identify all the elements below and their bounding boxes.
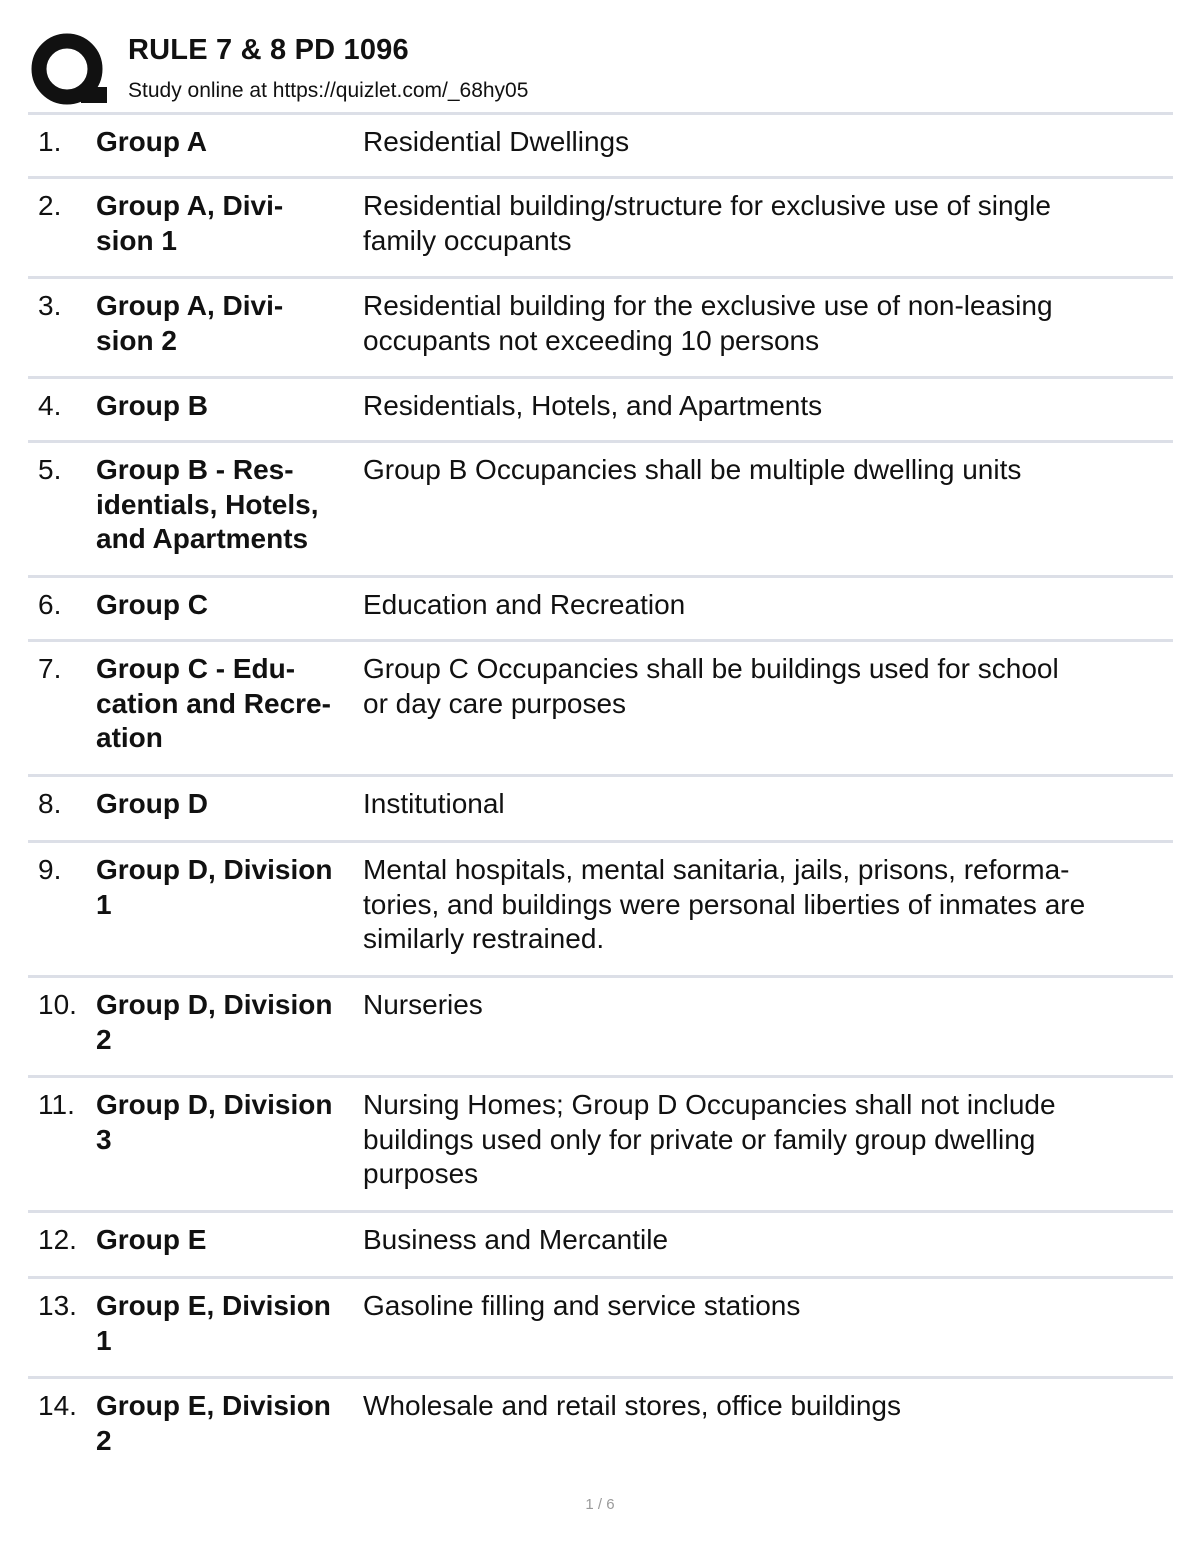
card-definition: Group B Occupancies shall be multiple dwelling units xyxy=(363,454,1022,485)
card-number: 7. xyxy=(38,653,62,684)
card-definition: Business and Mercantile xyxy=(363,1224,669,1255)
card-number: 4. xyxy=(38,390,62,421)
card-number: 11. xyxy=(38,1089,75,1120)
flashcard-row xyxy=(28,279,1173,379)
card-term: Group C xyxy=(96,589,208,620)
card-number: 14. xyxy=(38,1390,77,1421)
flashcard-row xyxy=(28,179,1173,279)
card-definition: Residential building for the exclusive use of non-leasing occupants not exceeding 10 persons xyxy=(363,290,1053,356)
study-link-text: Study online at https://quizlet.com/_68hy05 xyxy=(128,79,529,102)
flashcard-row xyxy=(28,115,1173,179)
card-term: Group A xyxy=(96,126,207,157)
card-term: Group D xyxy=(96,788,208,819)
card-term: Group D, Division 2 xyxy=(96,989,333,1055)
card-term: Group A, Divi- sion 1 xyxy=(96,190,284,256)
card-term: Group B - Res- identials, Hotels, and Apartments xyxy=(96,454,319,554)
flashcard-list xyxy=(28,115,1173,1479)
flashcard-row xyxy=(28,1213,1173,1279)
card-number: 8. xyxy=(38,788,62,819)
flashcard-row xyxy=(28,843,1173,978)
card-number: 3. xyxy=(38,290,62,321)
flashcard-row xyxy=(28,777,1173,843)
flashcard-row xyxy=(28,978,1173,1078)
page-indicator: 1 / 6 xyxy=(585,1496,615,1513)
card-number: 2. xyxy=(38,190,62,221)
flashcard-row xyxy=(28,1078,1173,1213)
page-title: RULE 7 & 8 PD 1096 xyxy=(128,34,409,66)
card-definition: Residential building/structure for exclusive use of single family occupants xyxy=(363,190,1051,256)
quizlet-q-logo-icon xyxy=(31,31,107,107)
page-header xyxy=(28,28,1173,112)
card-definition: Wholesale and retail stores, office buildings xyxy=(363,1390,902,1421)
card-number: 9. xyxy=(38,854,62,885)
card-number: 13. xyxy=(38,1290,77,1321)
card-number: 12. xyxy=(38,1224,77,1255)
card-definition: Group C Occupancies shall be buildings used for school or day care purposes xyxy=(363,653,1059,719)
card-term: Group E, Division 1 xyxy=(96,1290,331,1356)
flashcard-row xyxy=(28,642,1173,777)
card-term: Group B xyxy=(96,390,208,421)
card-definition: Nursing Homes; Group D Occupancies shall not include buildings used only for private or family group dwelling purposes xyxy=(363,1089,1056,1189)
flashcard-row xyxy=(28,379,1173,443)
card-definition: Nurseries xyxy=(363,989,483,1020)
card-definition: Institutional xyxy=(363,788,505,819)
card-definition: Residential Dwellings xyxy=(363,126,630,157)
card-term: Group D, Division 3 xyxy=(96,1089,333,1155)
flashcard-row xyxy=(28,578,1173,642)
flashcard-row xyxy=(28,443,1173,578)
card-number: 10. xyxy=(38,989,77,1020)
card-definition: Mental hospitals, mental sanitaria, jails, prisons, reforma- tories, and buildings were personal liberties of inmates are similarly restrained. xyxy=(363,854,1086,954)
card-number: 6. xyxy=(38,589,62,620)
card-term: Group C - Edu- cation and Recre- ation xyxy=(96,653,331,753)
card-term: Group A, Divi- sion 2 xyxy=(96,290,284,356)
card-number: 1. xyxy=(38,126,62,157)
card-term: Group E xyxy=(96,1224,207,1255)
card-term: Group D, Division 1 xyxy=(96,854,333,920)
card-number: 5. xyxy=(38,454,62,485)
card-definition: Education and Recreation xyxy=(363,589,686,620)
card-definition: Residentials, Hotels, and Apartments xyxy=(363,390,823,421)
card-term: Group E, Division 2 xyxy=(96,1390,331,1456)
card-definition: Gasoline filling and service stations xyxy=(363,1290,801,1321)
flashcard-row xyxy=(28,1379,1173,1479)
flashcard-row xyxy=(28,1279,1173,1379)
